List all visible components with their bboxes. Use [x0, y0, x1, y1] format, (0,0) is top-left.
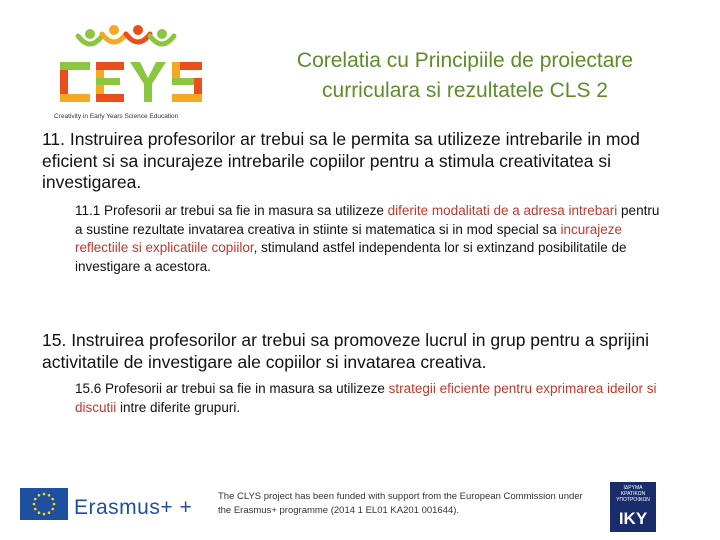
principle-11-1-text-b: pentru a sustine rezultate invatarea creativa in stiinte si matematica si in mod special sa: [75, 203, 660, 237]
principle-15-6-text-a: 15.6 Profesorii ar trebui sa fie in masura sa utilizeze: [75, 381, 389, 396]
ceys-logo: [52, 22, 212, 122]
principle-11-1: [75, 202, 665, 276]
ceys-logo-graphic: [52, 22, 212, 122]
principle-15-6: [75, 380, 665, 417]
principle-11: 11. Instruirea profesorilor ar trebui sa le permita sa utilizeze intrebarile in mod eficient si sa incurajeze intrebarile copiilor pentru a stimula creativitatea si investigarea.: [42, 129, 640, 192]
erasmus-plus-logo: Erasmus+ +: [74, 496, 193, 519]
principle-15-6-text-b: intre diferite grupuri.: [116, 399, 241, 415]
iky-foundation-name: ΙΔΡΥΜΑ ΚΡΑΤΙΚΩΝ ΥΠΟΤΡΟΦΙΩΝ: [616, 485, 650, 503]
iky-logo: [610, 482, 656, 532]
footer: [0, 480, 720, 540]
principle-11-1-text-c: , stimuland astfel independenta lor si extinzand posibilitatile de investigare a acestora.: [75, 240, 627, 274]
slide-title: [230, 46, 700, 106]
principle-11-1-highlight-a: diferite modalitati de a adresa intrebari: [387, 203, 618, 218]
title-line-1: Corelatia cu Principiile de proiectare: [296, 49, 634, 72]
principle-15-6-highlight: strategii eficiente pentru exprimarea ideilor si discutii: [75, 381, 657, 415]
funding-disclaimer: The CLYS project has been funded with support from the European Commission under the Erasmus+ programme (2014 1 EL01 KA201 001644).: [218, 491, 583, 516]
iky-name: IKY: [618, 509, 648, 528]
eu-flag-icon: [20, 488, 68, 520]
principle-15: 15. Instruirea profesorilor ar trebui sa promoveze lucrul in grup pentru a sprijini activitatile de investigare ale copiilor si invatarea creativa.: [42, 330, 649, 372]
logo-tagline: Creativity in Early Years Science Education: [54, 113, 179, 120]
principle-11-1-text-a: 11.1 Profesorii ar trebui sa fie in masura sa utilizeze: [75, 203, 388, 218]
title-line-2: curriculara si rezultatele CLS 2: [322, 79, 608, 102]
principle-11-1-highlight-b: incurajeze reflectiile si explicatiile copiilor: [75, 221, 623, 255]
